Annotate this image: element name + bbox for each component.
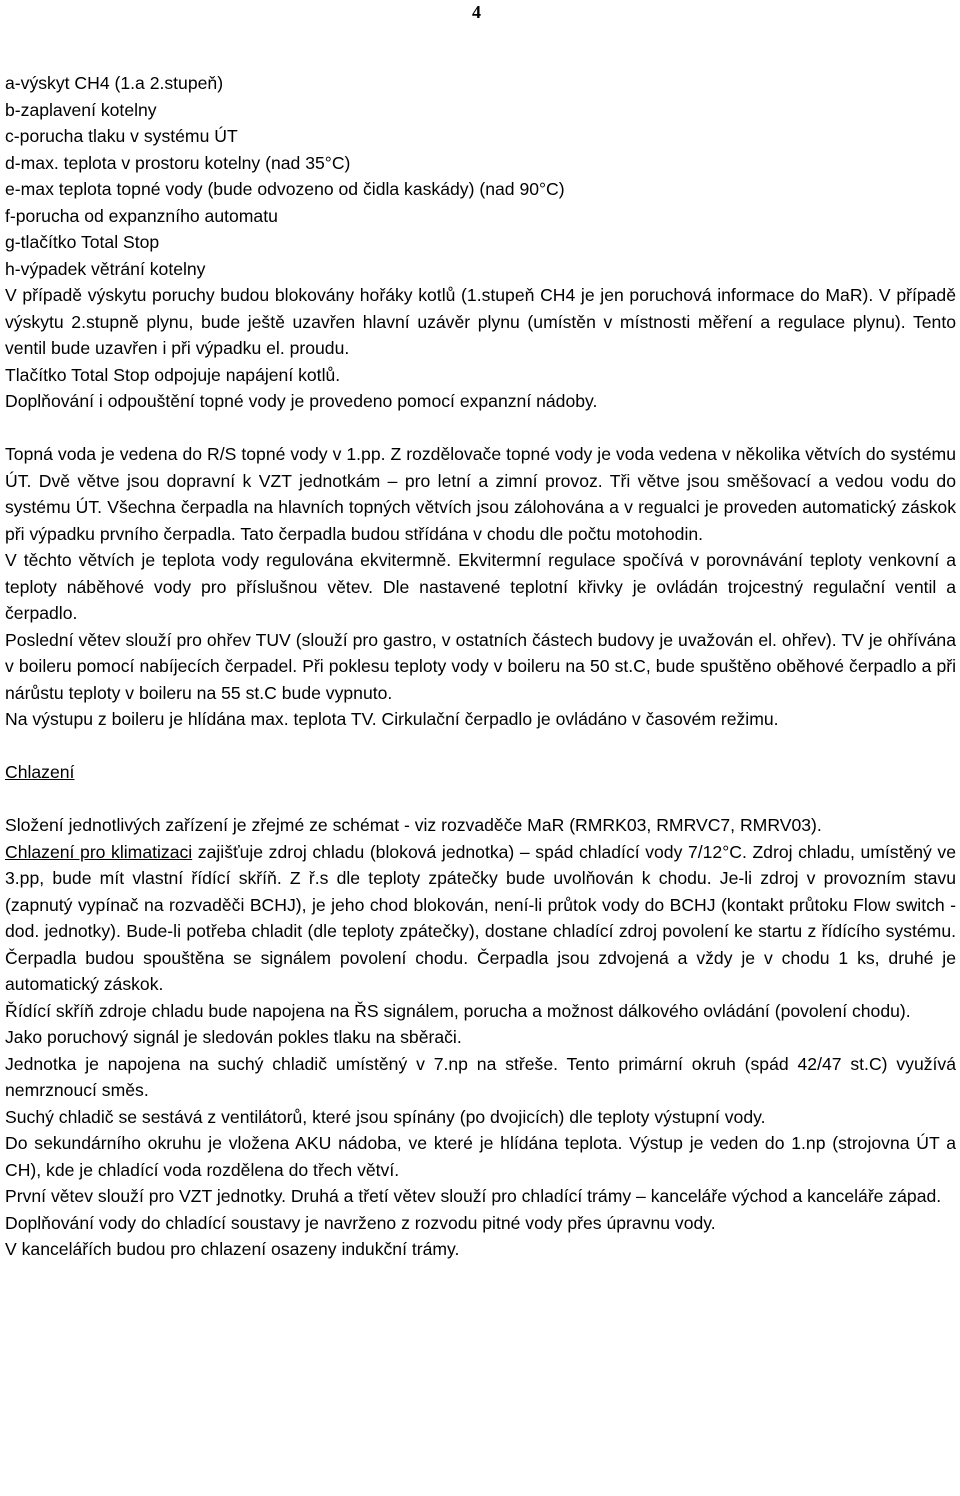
paragraph: Na výstupu z boileru je hlídána max. teplota TV. Cirkulační čerpadlo je ovládáno v časovém režimu. [5, 709, 779, 729]
paragraph: Doplňování vody do chladící soustavy je navrženo z rozvodu pitné vody přes úpravnu vody. [5, 1212, 716, 1233]
paragraph: Topná voda je vedena do R/S topné vody v 1.pp. Z rozdělovače topné vody je voda vedena v několika větvích do systému ÚT. Dvě větve jsou dopravní k VZT jednotkám – pro letní a zimní provoz. Tři větve jsou směšovací a vedou vodu do systému ÚT. Všechna čerpadla na hlavních topných větvích jsou zálohována a v regualci je proveden automatický záskok při výpadku prvního čerpadla. Tato čerpadla budou střídána v chodu dle počtu motohodin. [5, 444, 956, 544]
subheading: Chlazení pro klimatizaci [5, 841, 193, 862]
list-item: b-zaplavení kotelny [5, 99, 157, 120]
document-body [5, 70, 956, 1263]
paragraph: V těchto větvích je teplota vody regulována ekvitermně. Ekvitermní regulace spočívá v porovnávání teploty venkovní a teploty náběhové vody pro příslušnou větev. Dle nastavené teplotní křivky je ovládán trojcestný regulační ventil a čerpadlo. [5, 550, 956, 623]
spacer [5, 415, 956, 442]
paragraph: Do sekundárního okruhu je vložena AKU nádoba, ve které je hlídána teplota. Výstup je veden do 1.np (strojovna ÚT a CH), kde je chladící voda rozdělena do třech větví. [5, 1133, 956, 1180]
paragraph: Doplňování i odpouštění topné vody je provedeno pomocí expanzní nádoby. [5, 391, 598, 411]
list-item: d-max. teplota v prostoru kotelny (nad 35°C) [5, 152, 351, 173]
list-item: h-výpadek větrání kotelny [5, 258, 206, 279]
section-heading: Chlazení [5, 762, 75, 782]
list-item: c-porucha tlaku v systému ÚT [5, 126, 238, 146]
paragraph [5, 839, 956, 998]
paragraph: Poslední větev slouží pro ohřev TUV (slouží pro gastro, v ostatních částech budovy je uvažován el. ohřev). TV je ohřívána v boileru pomocí nabíjecích čerpadel. Při poklesu teploty vody v boileru na 50 st.C, bude spuštěno oběhové čerpadlo a při nárůstu teploty v boileru na 55 st.C bude vypnuto. [5, 629, 956, 703]
spacer [5, 733, 956, 760]
list-item: g-tlačítko Total Stop [5, 232, 160, 252]
paragraph: Jako poruchový signál je sledován pokles tlaku na sběrači. [5, 1027, 462, 1047]
paragraph: Jednotka je napojena na suchý chladič umístěný v 7.np na střeše. Tento primární okruh (spád 42/47 st.C) využívá nemrznoucí směs. [5, 1053, 956, 1100]
paragraph: První větev slouží pro VZT jednotky. Druhá a třetí větev slouží pro chladící trámy – kanceláře východ a kanceláře západ. [5, 1186, 942, 1206]
paragraph-text: zajišťuje zdroj chladu (bloková jednotka) – spád chladící vody 7/12°C. Zdroj chladu, umístěný ve 3.pp, bude mít vlastní řídící skříň. Z ř.s dle teploty zpátečky bude uvolňován k chodu. Je-li zdroj v provozním stavu (zapnutý vypínač na rozvaděči BCHJ), je jeho chod blokován, není-li průtok vody do BCHJ (kontakt průtoku Flow switch - dod. jednotky). Bude-li potřeba chladit (dle teploty zpátečky), dostane chladící zdroj povolení ke startu z řídícího systému. Čerpadla budou spouštěna se signálem povolení chodu. Čerpadla jsou zdvojená a vždy je v chodu 1 ks, druhé je automatický záskok. [5, 841, 956, 994]
spacer [5, 786, 956, 813]
list-item: a-výskyt CH4 (1.a 2.stupeň) [5, 73, 224, 93]
paragraph: Složení jednotlivých zařízení je zřejmé ze schémat - viz rozvaděče MaR (RMRK03, RMRVC7, RMRV03). [5, 815, 822, 835]
list-item: e-max teplota topné vody (bude odvozeno od čidla kaskády) (nad 90°C) [5, 179, 565, 199]
paragraph: Tlačítko Total Stop odpojuje napájení kotlů. [5, 364, 341, 385]
alarm-list [5, 70, 956, 282]
list-item: f-porucha od expanzního automatu [5, 205, 278, 226]
page-number: 4 [472, 2, 481, 22]
paragraph: V kancelářích budou pro chlazení osazeny indukční trámy. [5, 1239, 460, 1259]
paragraph: Řídící skříň zdroje chladu bude napojena na ŘS signálem, porucha a možnost dálkového ovládání (povolení chodu). [5, 1000, 911, 1021]
paragraph: Suchý chladič se sestává z ventilátorů, které jsou spínány (po dvojicích) dle teploty výstupní vody. [5, 1106, 766, 1127]
paragraph: V případě výskytu poruchy budou blokovány hořáky kotlů (1.stupeň CH4 je jen poruchová informace do MaR). V případě výskytu 2.stupně plynu, bude ještě uzavřen hlavní uzávěr plynu (umístěn v místnosti měření a regulace plynu). Tento ventil bude uzavřen i při výpadku el. proudu. [5, 285, 956, 358]
